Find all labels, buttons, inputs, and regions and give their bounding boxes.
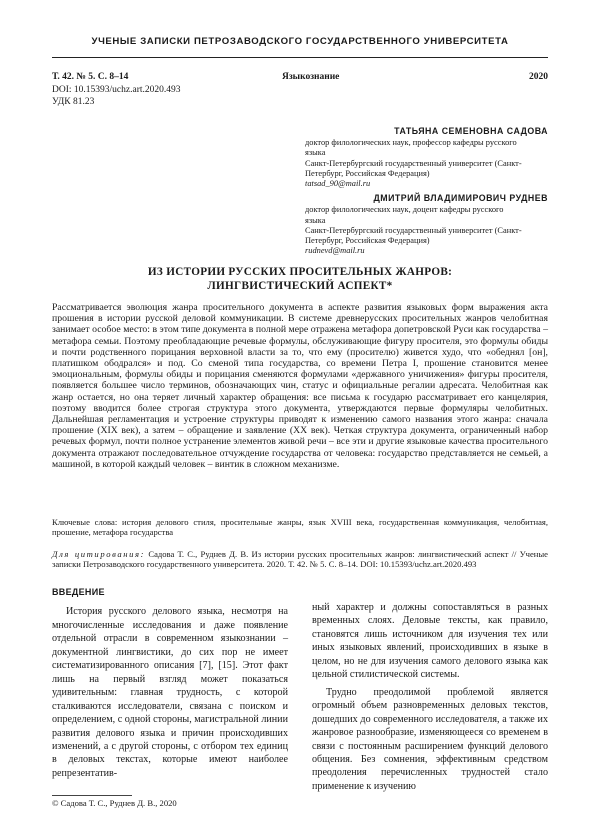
doi: DOI: 10.15393/uchz.art.2020.493 — [52, 85, 181, 95]
author-affiliation: Санкт-Петербургский государственный университет (Санкт- — [305, 225, 522, 235]
body-paragraph: История русского делового языка, несмотря на многочисленные исследования и даже появление отдельной отрасли в современном языкознании – документной лингвистики, до сих пор не имеет систематизированного описания [7], [15]. Этот факт лишь на первый взгляд может показаться удивительным: главная трудность, с которой сталкиваются исследователи, связана с поиском и определением, с одной стороны, магистральной линии развития делового языка и причин происходивших изменений, а с другой стороны, с отбором тех единиц в деловых текстах, которые имеют наиболее репрезентатив- — [52, 606, 288, 779]
body-column-left — [52, 586, 288, 780]
author-position: доктор филологических наук, доцент кафедры русского — [305, 205, 504, 215]
author-position: доктор филологических наук, профессор кафедры русского — [305, 138, 517, 148]
header-rule — [52, 57, 548, 58]
keywords-label: Ключевые слова: — [52, 517, 118, 527]
abstract: Рассматривается эволюция жанра просительного документа в аспекте развития языковых форм выражения акта прошения в истории русской деловой коммуникации. В системе древнерусских просительных жанров челобитная занимает особое место: в этом типе документа в полной мере отражена метафора допетровской Руси как государства – метафора семьи. Поэтому преобладающие речевые формулы, обслуживающие фигуру просителя, это формулы обиды и почти родственного порицания верховной власти за то, что ему (просителю) живется худо, что «обеднял [он], платишком ободрался» и под. Со сменой типа государства, со времени Петра I, прошение становится менее эмоциональным, формулы обиды и порицания сменяются формулами «державного уничижения» фигуры просителя, появляется большее число терминов, обозначающих чин, статус и официальные регалии адресата. Челобитная как жанр остается, но она теряет личный характер обращения: все письма к государю рассматривает его канцелярия, поэтому вводится более строгая структура этого документа, утверждаются первые формуляры челобитных. Дальнейшая регламентация и устроение структуры приводят к изменению самого названия этого жанра: сначала прошение (XIX век), а затем – обращение и заявление (XX век). Четкая структура документа, ограниченный набор речевых формул, почти полное устранение элементов живой речи – все эти и другие языковые качества просительного документа отражают последовательное отчуждение государства от человека: государство представляется не семьей, а машиной, в которой каждый человек – винтик в сложном механизме. — [52, 302, 548, 470]
title-line: ЛИНГВИСТИЧЕСКИЙ АСПЕКТ* — [207, 279, 393, 292]
issue-year: 2020 — [529, 72, 548, 82]
footnote-rule — [52, 795, 132, 796]
citation — [52, 549, 548, 570]
authors-block — [305, 126, 548, 260]
copyright: © Садова Т. С., Руднев Д. В., 2020 — [52, 798, 177, 808]
issue-meta — [52, 71, 548, 108]
body-paragraph: ный характер и должны сопоставляться в разных временных слоях. Деловые тексты, как правило, становятся лишь источником для изучения тех или иных языковых явлений, происходивших в языке в целом, но не для изучения самого делового языка как цельной стилистической системы. — [312, 602, 548, 681]
volume-info: Т. 42. № 5. С. 8–14 — [52, 72, 129, 82]
author-affiliation-cont: Петербург, Российская Федерация) — [305, 168, 430, 178]
author — [305, 126, 548, 189]
section-name: Языкознание — [282, 72, 340, 82]
article-title — [52, 266, 548, 293]
author-email[interactable]: rudnevd@mail.ru — [305, 246, 365, 256]
keywords — [52, 517, 548, 538]
section-heading: ВВЕДЕНИЕ — [52, 587, 105, 597]
issue-row — [52, 71, 548, 84]
citation-text: Садова Т. С., Руднев Д. В. Из истории русских просительных жанров: лингвистический аспект // Ученые записки Петрозаводского государственного университета. 2020. Т. 42. № 5. С. 8–14. DOI: 10.15393/uchz.art.2020.493 — [52, 549, 548, 570]
author-position-cont: языка — [305, 215, 326, 225]
title-line: ИЗ ИСТОРИИ РУССКИХ ПРОСИТЕЛЬНЫХ ЖАНРОВ: — [147, 266, 453, 278]
author-email[interactable]: tatsad_90@mail.ru — [305, 179, 371, 189]
journal-header: УЧЕНЫЕ ЗАПИСКИ ПЕТРОЗАВОДСКОГО ГОСУДАРСТВЕННОГО УНИВЕРСИТЕТА — [91, 36, 509, 47]
body-paragraph: Трудно преодолимой проблемой является огромный объем разновременных деловых текстов, дошедших до современного исследователя, а также их жанровое разнообразие, изменяющееся со временем в связи с постоянным расширением функций делового общения. Без сомнения, эффективным средством преодоления перечисленных трудностей стало применение к изучению — [312, 686, 548, 792]
author-affiliation: Санкт-Петербургский государственный университет (Санкт- — [305, 158, 522, 168]
author-position-cont: языка — [305, 148, 326, 158]
udc: УДК 81.23 — [52, 97, 95, 107]
keywords-text: история делового стиля, просительные жанры, язык XVIII века, государственная коммуникация, челобитная, прошение, метафора государства — [52, 517, 548, 538]
author-name: ТАТЬЯНА СЕМЕНОВНА САДОВА — [394, 126, 548, 136]
author-affiliation-cont: Петербург, Российская Федерация) — [305, 236, 430, 246]
body-column-right — [312, 601, 548, 793]
author-name: ДМИТРИЙ ВЛАДИМИРОВИЧ РУДНЕВ — [373, 193, 548, 204]
citation-label: Для цитирования: — [52, 549, 146, 559]
author — [305, 193, 548, 256]
